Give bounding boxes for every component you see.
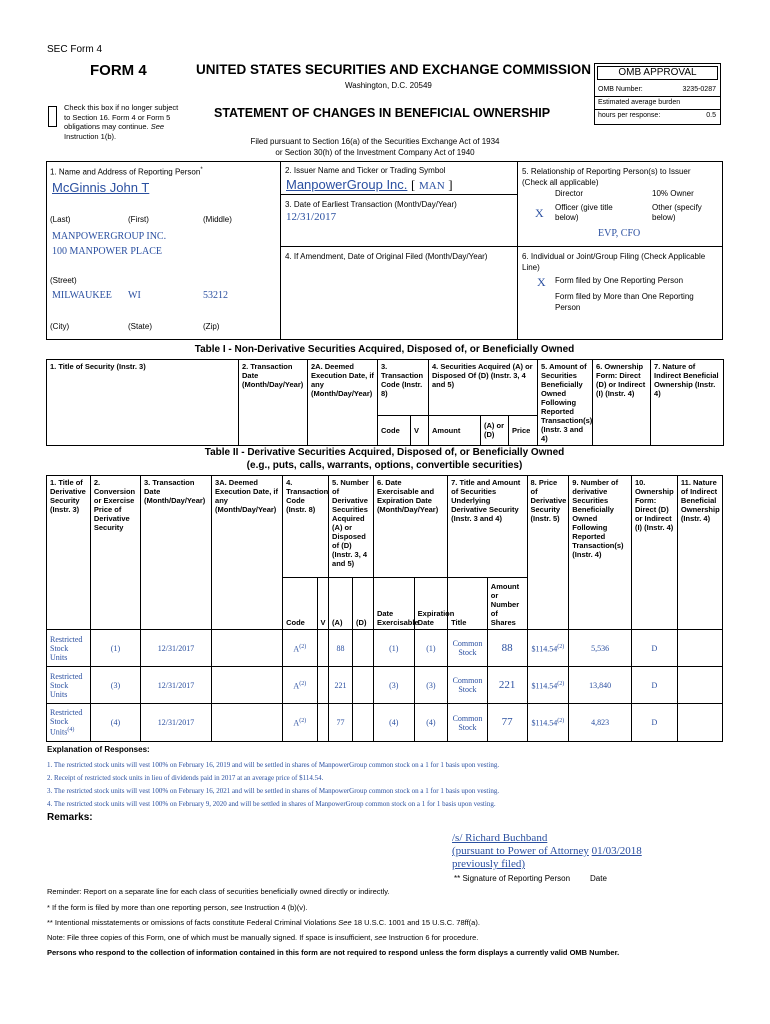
row1-acquired: 88: [329, 630, 353, 667]
row3-security: Restricted Stock Units$^{(4)}$: [47, 704, 91, 742]
t1-col-code: 3. Transaction Code (Instr. 8): [378, 360, 429, 416]
t2-col-conversion: 2. Conversion or Exercise Price of Derivative Security: [90, 476, 140, 630]
t2-sub-amount-shares: Amount or Number of Shares: [487, 578, 527, 630]
row1-price: $114.54$^{(2)}$: [527, 630, 569, 667]
t1-sub-v: V: [411, 415, 429, 445]
row1-security: Restricted Stock Units: [47, 630, 91, 667]
t1-col-ownership-form: 6. Ownership Form: Direct (D) or Indirect (I) (Instr. 4): [593, 360, 651, 446]
row2-form: D: [631, 667, 677, 704]
omb-number-label: OMB Number:: [598, 86, 643, 93]
row3-code: $A^{(2)}$: [283, 704, 317, 742]
footnote-4: 4. The restricted stock units will vest 100% on February 9, 2020 and will be settled in shares of ManpowerGroup common stock on a 1 for 1 basis upon vesting.: [47, 800, 496, 808]
row1-shares: 88: [487, 630, 527, 667]
row3-date: 12/31/2017: [141, 704, 212, 742]
row2-price: $114.54$^{(2)}$: [527, 667, 569, 704]
address-line2: 100 MANPOWER PLACE: [52, 246, 163, 257]
t2-col-title: 1. Title of Derivative Security (Instr. 3): [47, 476, 91, 630]
t1-col-deemed-date: 2A. Deemed Execution Date, if any (Month/Day/Year): [308, 360, 378, 446]
officer-check-mark[interactable]: X: [535, 206, 544, 220]
row2-expiration: (3): [414, 667, 447, 704]
omb-number-value: 3235-0287: [682, 86, 716, 93]
t2-col-price: 8. Price of Derivative Security (Instr. 5): [527, 476, 569, 630]
row2-conversion: (3): [90, 667, 140, 704]
t1-col-securities: 4. Securities Acquired (A) or Disposed Of (D) (Instr. 3, 4 and 5): [429, 360, 538, 416]
box3-label: 3. Date of Earliest Transaction (Month/Day/Year): [285, 200, 457, 209]
t2-sub-code: Code: [283, 578, 317, 630]
officer-title-value: EVP, CFO: [598, 228, 641, 239]
row3-form: D: [631, 704, 677, 742]
t1-sub-code: Code: [378, 415, 411, 445]
city-caption: (City): [50, 322, 70, 331]
row2-date-exercisable: (3): [373, 667, 414, 704]
signature-caption: ** Signature of Reporting Person: [454, 874, 571, 883]
row3-acquired: 77: [329, 704, 353, 742]
t2-col-underlying: 7. Title and Amount of Securities Underlying Derivative Security (Instr. 3 and 4): [448, 476, 527, 578]
last-caption: (Last): [50, 215, 71, 224]
footer-omb-note: Persons who respond to the collection of information contained in this form are not required to respond unless the form displays a currently valid OMB Number.: [47, 948, 620, 957]
t1-col-transaction-date: 2. Transaction Date (Month/Day/Year): [239, 360, 308, 446]
row1-date-exercisable: (1): [373, 630, 414, 667]
t2-sub-a: (A): [329, 578, 353, 630]
row1-date: 12/31/2017: [141, 630, 212, 667]
commission-location: Washington, D.C. 20549: [345, 81, 432, 90]
row1-expiration: (1): [414, 630, 447, 667]
issuer-name: ManpowerGroup Inc. [ MAN ]: [286, 177, 453, 192]
city-value: MILWAUKEE: [52, 290, 112, 301]
row3-price: $114.54$^{(2)}$: [527, 704, 569, 742]
t1-col-title: 1. Title of Security (Instr. 3): [47, 360, 239, 446]
t2-sub-v: V: [317, 578, 328, 630]
omb-burden-label: Estimated average burden: [598, 99, 681, 106]
signature-block: [452, 832, 642, 871]
row2-owned: 13,840: [569, 667, 632, 704]
director-option: Director: [555, 189, 584, 198]
table-row: [47, 667, 723, 704]
row3-date-exercisable: (4): [373, 704, 414, 742]
street-caption: (Street): [50, 276, 77, 285]
state-caption: (State): [128, 322, 153, 331]
explanation-heading: Explanation of Responses:: [47, 745, 150, 754]
t2-col-transaction-date: 3. Transaction Date (Month/Day/Year): [141, 476, 212, 630]
reporting-person-name-link[interactable]: McGinnis John T: [52, 180, 150, 195]
t2-col-deemed-date: 3A. Deemed Execution Date, if any (Month/Day/Year): [212, 476, 283, 630]
row2-security: Restricted Stock Units: [47, 667, 91, 704]
box4-label: 4. If Amendment, Date of Original Filed (Month/Day/Year): [285, 252, 488, 261]
t1-sub-price: Price: [509, 415, 538, 445]
t2-col-nature: 11. Nature of Indirect Beneficial Ownership (Instr. 4): [677, 476, 722, 630]
table2-title: Table II - Derivative Securities Acquired, Disposed of, or Beneficially Owned (e.g., puts, calls, warrants, options, convertible securities): [204, 447, 565, 471]
statement-title: STATEMENT OF CHANGES IN BENEFICIAL OWNERSHIP: [214, 106, 551, 120]
box1-label: 1. Name and Address of Reporting Person*: [50, 167, 203, 177]
omb-approval-title: OMB APPROVAL: [597, 66, 718, 80]
box5-label: 5. Relationship of Reporting Person(s) to Issuer (Check all applicable): [522, 167, 691, 187]
row1-code: $A^{(2)}$: [283, 630, 317, 667]
t1-sub-amount: Amount: [429, 415, 481, 445]
issuer-name-link[interactable]: ManpowerGroup Inc.: [286, 177, 408, 192]
one-person-check-mark[interactable]: X: [537, 275, 546, 289]
ten-percent-owner-option: 10% Owner: [652, 189, 694, 198]
ticker-symbol: MAN: [419, 180, 445, 192]
t1-col-nature: 7. Nature of Indirect Beneficial Ownership (Instr. 4): [651, 360, 724, 446]
derivative-table: [46, 475, 723, 742]
footer-note-1: * If the form is filed by more than one reporting person, see Instruction 4 (b)(v).: [47, 903, 308, 912]
middle-caption: (Middle): [203, 215, 232, 224]
first-caption: (First): [128, 215, 149, 224]
explanation-notes: [47, 759, 727, 811]
row2-title: Common Stock: [448, 667, 488, 704]
filed-pursuant-text: Filed pursuant to Section 16(a) of the Securities Exchange Act of 1934 or Section 30(h) of the Investment Company Act of 1940: [250, 137, 500, 157]
omb-approval-box: [594, 63, 721, 125]
no-longer-subject-checkbox[interactable]: [48, 106, 57, 127]
row2-date: 12/31/2017: [141, 667, 212, 704]
footnote-3: 3. The restricted stock units will vest 100% on February 16, 2021 and will be settled in shares of ManpowerGroup common stock on a 1 for 1 basis upon vesting.: [47, 787, 500, 795]
t2-sub-title: Title: [448, 578, 488, 630]
row1-conversion: (1): [90, 630, 140, 667]
footnote-2: 2. Receipt of restricted stock units in lieu of dividends paid in 2017 at an average price of $114.54.: [47, 774, 324, 782]
signature-date-caption: Date: [590, 874, 607, 883]
row3-conversion: (4): [90, 704, 140, 742]
non-derivative-table: [46, 359, 724, 446]
t2-col-ownership-form: 10. Ownership Form: Direct (D) or Indirect (I) (Instr. 4): [631, 476, 677, 630]
footer-note-3: Note: File three copies of this Form, one of which must be manually signed. If space is insufficient, see Instruction 6 for procedure.: [47, 933, 479, 942]
table-row: [47, 704, 723, 742]
officer-option: Officer (give title below): [555, 203, 613, 222]
no-longer-subject-text: Check this box if no longer subject to Section 16. Form 4 or Form 5 obligations may continue. See Instruction 1(b).: [64, 103, 179, 141]
box2-label: 2. Issuer Name and Ticker or Trading Symbol: [285, 166, 446, 175]
t2-sub-expiration: Expiration Date: [414, 578, 447, 630]
zip-caption: (Zip): [203, 322, 220, 331]
row3-title: Common Stock: [448, 704, 488, 742]
form-title: FORM 4: [90, 62, 147, 79]
address-line1: MANPOWERGROUP INC.: [52, 231, 167, 242]
row3-shares: 77: [487, 704, 527, 742]
footnote-1: 1. The restricted stock units will vest 100% on February 16, 2019 and will be settled in shares of ManpowerGroup common stock on a 1 for 1 basis upon vesting.: [47, 761, 500, 769]
row3-owned: 4,823: [569, 704, 632, 742]
remarks-heading: Remarks:: [47, 812, 93, 823]
t2-col-exercisable: 6. Date Exercisable and Expiration Date (Month/Day/Year): [373, 476, 447, 578]
signature-poa-link[interactable]: (pursuant to Power of Attorney: [452, 845, 589, 857]
sec-form-label: SEC Form 4: [47, 44, 103, 55]
omb-hours-label: hours per response:: [598, 112, 661, 119]
footer-note-2: ** Intentional misstatements or omissions of facts constitute Federal Criminal Violations See 18 U.S.C. 1001 and 15 U.S.C. 78ff(a).: [47, 918, 480, 927]
state-value: WI: [128, 290, 141, 301]
zip-value: 53212: [203, 290, 228, 301]
row1-title: Common Stock: [448, 630, 488, 667]
t1-col-amount-owned: 5. Amount of Securities Beneficially Owned Following Reported Transaction(s) (Instr. 3 and 4): [538, 360, 593, 446]
row3-expiration: (4): [414, 704, 447, 742]
commission-title: UNITED STATES SECURITIES AND EXCHANGE COMMISSION: [196, 62, 592, 77]
t2-sub-d: (D): [353, 578, 374, 630]
box6-label: 6. Individual or Joint/Group Filing (Check Applicable Line): [522, 252, 706, 272]
table1-title: Table I - Non-Derivative Securities Acquired, Disposed of, or Beneficially Owned: [194, 344, 575, 355]
footer-reminder: Reminder: Report on a separate line for each class of securities beneficially owned directly or indirectly.: [47, 887, 390, 896]
t2-col-number-owned: 9. Number of derivative Securities Beneficially Owned Following Reported Transaction(s) (Instr. 4): [569, 476, 632, 630]
signature-name-link[interactable]: /s/ Richard Buchband: [452, 832, 548, 844]
signature-previously-filed-link[interactable]: previously filed): [452, 858, 526, 870]
row2-acquired: 221: [329, 667, 353, 704]
t2-sub-date-exercisable: Date Exercisable: [373, 578, 414, 630]
table-row: [47, 630, 723, 667]
one-reporting-person-option: Form filed by One Reporting Person: [555, 276, 684, 285]
t1-sub-a-or-d: (A) or (D): [481, 415, 509, 445]
more-reporting-person-option: Form filed by More than One Reporting Person: [555, 292, 694, 312]
row2-code: $A^{(2)}$: [283, 667, 317, 704]
t2-col-number: 5. Number of Derivative Securities Acquired (A) or Disposed of (D) (Instr. 3, 4 and 5): [329, 476, 374, 578]
omb-hours-value: 0.5: [706, 112, 716, 119]
other-option: Other (specify below): [652, 203, 702, 222]
t2-col-code: 4. Transaction Code (Instr. 8): [283, 476, 329, 578]
row2-shares: 221: [487, 667, 527, 704]
row1-owned: 5,536: [569, 630, 632, 667]
row1-form: D: [631, 630, 677, 667]
signature-date-link[interactable]: 01/03/2018: [591, 845, 642, 857]
earliest-transaction-date: 12/31/2017: [286, 211, 337, 223]
